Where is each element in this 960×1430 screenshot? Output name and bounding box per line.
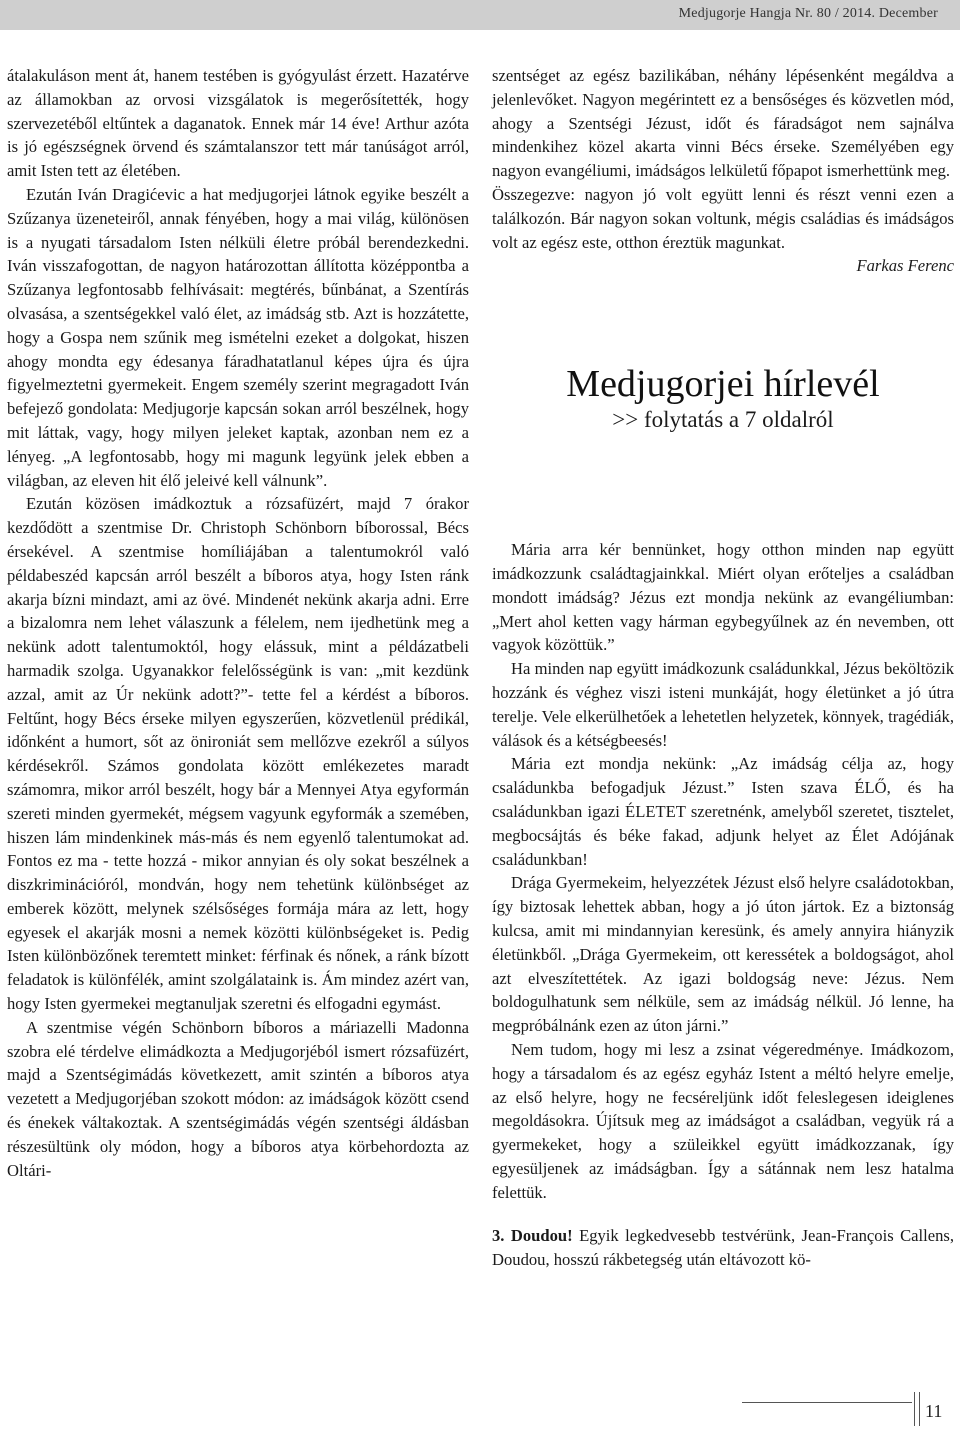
- paragraph: Ezután Iván Dragićevic a hat medjugorjei látnok egyike beszélt a Szűzanya üzeneteiről, annak fényében, hogy a mai világ, különösen is a nyugati társadalom Isten nélküli életre próbál berendezkedni. Iván visszafogottan, de nagyon határozottan állította középpontba a Szűzanya legfontosabb felhívásait: megtérés, bűnbánat, a Szentírás olvasása, a szentségekkel való élet, az imádság stb. Azt is hozzátette, hogy a Gospa nem szűnik meg ismételni ezeket a dolgokat, hiszen ahogy mondta egy édesanya fáradhatatlanul képes újra és újra figyelmeztetni gyermekeit. Engem személy szerint megragadott Iván befejező gondolata: Medjugorje kapcsán sokan arról beszélnek, hogy mit láttak, vagy, hogy milyen jeleket kaptak, azonban nem ez a lényeg. „A legfontosabb, hogy mi magunk legyünk jelek ebben a világban, az eleven hit élő jeleivé kell válnunk”.: [7, 184, 469, 490]
- page-number: 11: [925, 1401, 943, 1421]
- running-header: Medjugorje Hangja Nr. 80 / 2014. December: [678, 6, 938, 21]
- spacer: [492, 1204, 954, 1224]
- left-column: [7, 64, 469, 1182]
- newsletter-title: Medjugorjei hírlevél: [566, 363, 880, 406]
- section-paragraph: [492, 1224, 954, 1272]
- author-signature: Farkas Ferenc: [856, 256, 954, 276]
- newsletter-heading-block: [492, 362, 954, 434]
- footer-rule: [742, 1402, 912, 1403]
- page-number-frame: [914, 1392, 920, 1426]
- paragraph: Mária arra kér bennünket, hogy otthon minden nap együtt imádkozzunk családtagjainkkal. Miért olyan erőteljes a családban mondott imádság? Jézus ezt mondja nekünk az evangéliumban: „Mert ahol ketten vagy hárman egybegyűlnek az én nevemben, ott vagyok közöttük.”: [492, 540, 954, 655]
- section-text: Egyik legkedvesebb testvérünk, Jean-François Callens, Doudou, hosszú rákbetegség után eltávozott kö-: [492, 1226, 954, 1270]
- paragraph: Összegezve: nagyon jó volt együtt lenni és részt venni ezen a találkozón. Bár nagyon sokan voltunk, mégis családias és imádságos volt az egész este, otthon éreztük magunkat.: [492, 184, 954, 252]
- paragraph: Ezután közösen imádkoztuk a rózsafüzért, majd 7 órakor kezdődött a szentmise Dr. Christoph Schönborn bíborossal, Bécs érsekével. A szentmise homíliájában a talentumokról való példabeszéd kapcsán arról beszélt a bíboros atya, hogy Isten ránk akarja bízni mindazt, ami az övé. Mindenét nekünk akarja adni. Erre a bizalomra nem lehet válaszunk a félelem, nem ijedhetünk meg a nekünk adott talentumoktól, hogy elássuk, mint a példázatbeli harmadik szolga. Ugyanakkor felelősségünk is van: „mit kezdünk azzal, amit az Úr nekünk adott?”- tette fel a kérdést a bíboros. Feltűnt, hogy Bécs érseke milyen egyszerűen, közvetlenül prédikál, időnként a humort, sőt az önironiát sem mellőzve ezekről a súlyos kérdésekről. Számos gondolata között emlékezetes maradt számomra, mikor arról beszélt, hogy bár a Mennyei Atya egyformán szereti minden gyermekét, mégsem vagyunk egyformák a szemében, hiszen lám mindenkinek más-más és nem egyenlő talentumokat ad. Fontos ez ma - tette hozzá - mikor annyian és oly sokat beszélnek a diszkriminációról, mondván, hogy nem tehetünk különbséget az emberek között, melynek szélsőséges formája mára az lett, hogy egyesek el akarják mosni a nemek közötti különbségeket is. Pedig Isten különbözőnek teremtett minket: férfinak és nőnek, a ránk bízott feladatok is különfélék, amint szolgálataink is. Ám mindez azért van, hogy Isten gyermekei megtanuljak szeretni és elfogadni egymást.: [7, 494, 469, 1014]
- paragraph: Drága Gyermekeim, helyezzétek Jézust első helyre családotokban, így biztosak lehettek abban, hogy a jó úton jártok. Ez a biztonság kulcsa, amit mi mindannyian keresünk, és amely annyira hiányzik életünkből. „Drága Gyermekeim, ott keressétek a boldogságot, ahol azt elveszítettétek. Az igazi boldogság neve: Jézus. Nem boldogulhatunk sem nélküle, sem az imádság nélkül. Jó lenne, ha megpróbálnánk ezen az úton járni.”: [492, 873, 954, 1036]
- paragraph: átalakuláson ment át, hanem testében is gyógyulást érzett. Hazatérve az államokban az orvosi vizsgálatok is megerősítették, hogy szervezetéből eltűntek a daganatok. Ennek már 14 éve! Arthur azóta is jó egészségnek örvend és számtalanszor tett már tanúságot arról, amit Isten tett az életében.: [7, 66, 469, 181]
- paragraph: Ha minden nap együtt imádkozunk családunkkal, Jézus beköltözik hozzánk és véghez viszi isteni munkáját, hogy életünket a jó útra terelje. Vele elkerülhetőek a lehetetlen helyzetek, könnyek, tragédiák, válások és a kétségbeesés!: [492, 659, 954, 750]
- section-heading: 3. Doudou!: [492, 1226, 573, 1246]
- right-column: [492, 64, 954, 1272]
- paragraph: A szentmise végén Schönborn bíboros a máriazelli Madonna szobra elé térdelve elimádkozta a Medjugorjéból ismert rózsafüzért, majd a Szentségimádás következett, amit szintén a bíboros atya vezetett a Medjugorjéban szokott módon: az imádságok között csend és énekek váltakoztak. A szentségimádás végén szentségi áldásban részesültünk oly módon, hogy a bíboros atya körbehordozta az Oltári-: [7, 1017, 469, 1180]
- paragraph: Mária ezt mondja nekünk: „Az imádság célja az, hogy családunkba befogadjuk Jézust.” Isten szava ÉLŐ, és ha családunkban igazi ÉLETET szeretnénk, amelyből szeretet, tisztelet, megbocsájtás és béke fakad, adjunk helyet az Élet Adójának családunkban!: [492, 754, 954, 869]
- paragraph: szentséget az egész bazilikában, néhány lépésenként megáldva a jelenlevőket. Nagyon megérintett ez a bensőséges és közvetlen mód, ahogy a Szentségi Jézust, időt és fáradságot nem sajnálva mindenkihez közel akarta vinni Bécs érseke. Személyében egy nagyon evangéliumi, imádságos lelkületű főpapot ismerhettünk meg.: [492, 66, 954, 181]
- spacer: [492, 434, 954, 538]
- paragraph: Nem tudom, hogy mi lesz a zsinat végeredménye. Imádkozom, hogy a társadalom és az egész egyház Istent a méltó helyre emelje, az első helyre, hogy ne fecséreljünk időt feleslegesen ideiglenes megoldásokra. Újítsuk meg az imádságot a családban, vegyük rá a gyermekeket, hogy a szüleikkel együtt imádkozzanak, így egyesüljenek az imádságban. Így a sátánnak nem lesz hatalma felettük.: [492, 1039, 954, 1202]
- continuation-note: >> folytatás a 7 oldalról: [612, 407, 834, 433]
